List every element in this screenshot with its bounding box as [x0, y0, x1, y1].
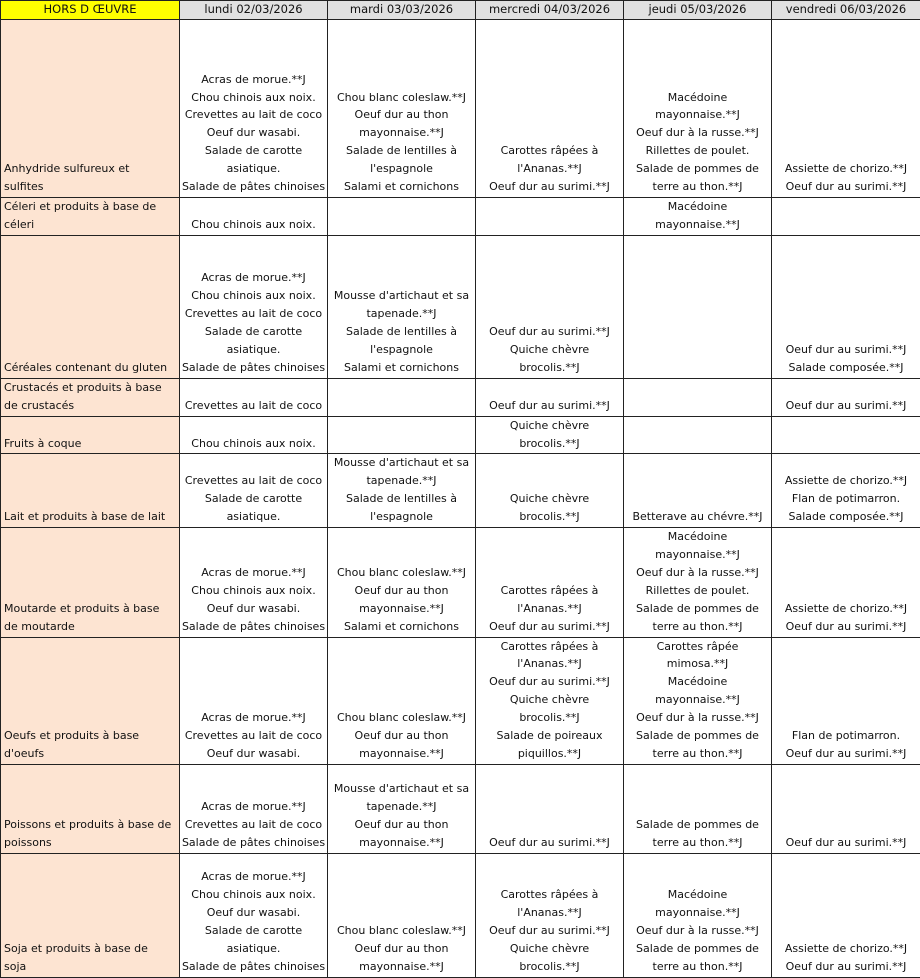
dish-line: Macédoine [625, 673, 770, 691]
dish-line: Oeuf dur au thon [329, 727, 474, 745]
dish-line: terre au thon.**J [625, 834, 770, 852]
dish-line: Crevettes au lait de coco [181, 472, 326, 490]
allergen-label [1, 454, 180, 528]
allergen-label [1, 637, 180, 764]
allergen-label [1, 20, 180, 198]
dish-line: Chou blanc coleslaw.**J [329, 564, 474, 582]
allergen-label-line: soja [4, 958, 178, 976]
dish-line: Chou blanc coleslaw.**J [329, 922, 474, 940]
menu-cell-thursday [624, 20, 772, 198]
dish-line: Betterave au chévre.**J [625, 508, 770, 526]
menu-cell-wednesday [476, 416, 624, 454]
dish-line: Carottes râpées à [477, 886, 622, 904]
menu-cell-wednesday [476, 853, 624, 977]
menu-cell-thursday [624, 378, 772, 416]
dish-line: Oeuf dur à la russe.**J [625, 124, 770, 142]
dish-line: Oeuf dur au surimi.**J [477, 323, 622, 341]
dish-line: Carottes râpées à [477, 582, 622, 600]
menu-cell-tuesday [328, 416, 476, 454]
dish-line: Oeuf dur au thon [329, 582, 474, 600]
dish-line: Mousse d'artichaut et sa [329, 287, 474, 305]
menu-cell-thursday [624, 416, 772, 454]
dish-line: Oeuf dur au surimi.**J [477, 922, 622, 940]
menu-cell-wednesday [476, 20, 624, 198]
dish-line: brocolis.**J [477, 359, 622, 377]
dish-line: mayonnaise.**J [329, 600, 474, 618]
dish-line: Salami et cornichons [329, 178, 474, 196]
menu-cell-monday [180, 853, 328, 977]
dish-line: Salade de carotte [181, 922, 326, 940]
dish-line: Mousse d'artichaut et sa [329, 454, 474, 472]
allergen-label-line: poissons [4, 834, 178, 852]
dish-line: mayonnaise.**J [625, 691, 770, 709]
allergen-label [1, 416, 180, 454]
menu-cell-thursday [624, 764, 772, 853]
dish-line: Salade de pommes de [625, 600, 770, 618]
menu-cell-monday [180, 235, 328, 378]
dish-line: Quiche chèvre [477, 417, 622, 435]
menu-cell-thursday [624, 528, 772, 637]
dish-line: mayonnaise.**J [625, 216, 770, 234]
menu-cell-tuesday [328, 454, 476, 528]
dish-line: Salade de pâtes chinoises [181, 618, 326, 636]
dish-line: Salade de lentilles à [329, 142, 474, 160]
dish-line: Acras de morue.**J [181, 868, 326, 886]
dish-line: Oeuf dur à la russe.**J [625, 922, 770, 940]
day-header-wednesday: mercredi 04/03/2026 [476, 1, 624, 20]
dish-line: Oeuf dur wasabi. [181, 745, 326, 763]
allergen-label-line: de moutarde [4, 618, 178, 636]
menu-cell-thursday [624, 235, 772, 378]
menu-cell-friday [772, 378, 920, 416]
dish-line: mayonnaise.**J [329, 834, 474, 852]
dish-line: Quiche chèvre [477, 940, 622, 958]
menu-cell-monday [180, 20, 328, 198]
dish-line: Flan de potimarron. [773, 490, 919, 508]
dish-line: asiatique. [181, 508, 326, 526]
dish-line: mayonnaise.**J [329, 745, 474, 763]
dish-line: Crevettes au lait de coco [181, 727, 326, 745]
dish-line: Salade de lentilles à [329, 323, 474, 341]
dish-line: Oeuf dur à la russe.**J [625, 564, 770, 582]
menu-cell-friday [772, 764, 920, 853]
dish-line: Salami et cornichons [329, 359, 474, 377]
dish-line: Salade composée.**J [773, 508, 919, 526]
dish-line: Carottes râpées à [477, 142, 622, 160]
dish-line: terre au thon.**J [625, 178, 770, 196]
menu-cell-monday [180, 378, 328, 416]
dish-line: tapenade.**J [329, 472, 474, 490]
dish-line: Oeuf dur au surimi.**J [773, 341, 919, 359]
dish-line: asiatique. [181, 160, 326, 178]
dish-line: Salade de pommes de [625, 160, 770, 178]
dish-line: brocolis.**J [477, 508, 622, 526]
dish-line: Oeuf dur à la russe.**J [625, 709, 770, 727]
allergen-label-line: Céleri et produits à base de [4, 198, 178, 216]
dish-line: piquillos.**J [477, 745, 622, 763]
dish-line: brocolis.**J [477, 435, 622, 453]
allergen-label [1, 378, 180, 416]
menu-cell-wednesday [476, 528, 624, 637]
dish-line: Chou chinois aux noix. [181, 886, 326, 904]
dish-line: tapenade.**J [329, 798, 474, 816]
dish-line: Salami et cornichons [329, 618, 474, 636]
dish-line: Salade de pommes de [625, 816, 770, 834]
menu-cell-wednesday [476, 454, 624, 528]
dish-line: Chou blanc coleslaw.**J [329, 89, 474, 107]
dish-line: Mousse d'artichaut et sa [329, 780, 474, 798]
dish-line: Acras de morue.**J [181, 71, 326, 89]
allergen-label [1, 853, 180, 977]
dish-line: Macédoine [625, 886, 770, 904]
dish-line: Salade de carotte [181, 490, 326, 508]
dish-line: tapenade.**J [329, 305, 474, 323]
dish-line: Chou blanc coleslaw.**J [329, 709, 474, 727]
menu-cell-tuesday [328, 853, 476, 977]
allergen-row [1, 20, 920, 198]
dish-line: Quiche chèvre [477, 490, 622, 508]
dish-line: Oeuf dur au surimi.**J [477, 673, 622, 691]
menu-cell-friday [772, 198, 920, 236]
menu-cell-monday [180, 416, 328, 454]
allergen-label-line: Céréales contenant du gluten [4, 359, 178, 377]
menu-cell-tuesday [328, 764, 476, 853]
menu-cell-tuesday [328, 235, 476, 378]
dish-line: Salade de pommes de [625, 940, 770, 958]
menu-cell-friday [772, 528, 920, 637]
dish-line: Crevettes au lait de coco [181, 816, 326, 834]
dish-line: l'espagnole [329, 508, 474, 526]
dish-line: Salade de carotte [181, 142, 326, 160]
dish-line: Crevettes au lait de coco [181, 397, 326, 415]
menu-cell-monday [180, 637, 328, 764]
dish-line: Oeuf dur au surimi.**J [773, 397, 919, 415]
dish-line: l'espagnole [329, 160, 474, 178]
menu-cell-monday [180, 454, 328, 528]
allergen-row [1, 378, 920, 416]
day-header-monday: lundi 02/03/2026 [180, 1, 328, 20]
menu-cell-friday [772, 853, 920, 977]
dish-line: Oeuf dur wasabi. [181, 600, 326, 618]
dish-line: Oeuf dur au thon [329, 106, 474, 124]
allergen-row [1, 454, 920, 528]
menu-cell-tuesday [328, 198, 476, 236]
corner-header: HORS D ŒUVRE [1, 1, 180, 20]
dish-line: brocolis.**J [477, 958, 622, 976]
allergen-label-line: Oeufs et produits à base [4, 727, 178, 745]
dish-line: Macédoine [625, 528, 770, 546]
allergen-label-line: Lait et produits à base de lait [4, 508, 178, 526]
dish-line: brocolis.**J [477, 709, 622, 727]
dish-line: Acras de morue.**J [181, 564, 326, 582]
dish-line: Assiette de chorizo.**J [773, 160, 919, 178]
menu-cell-wednesday [476, 637, 624, 764]
dish-line: Assiette de chorizo.**J [773, 472, 919, 490]
dish-line: l'Ananas.**J [477, 655, 622, 673]
menu-cell-wednesday [476, 198, 624, 236]
dish-line: Oeuf dur au surimi.**J [477, 178, 622, 196]
dish-line: Oeuf dur au thon [329, 940, 474, 958]
dish-line: Carottes râpées à [477, 638, 622, 656]
dish-line: Salade composée.**J [773, 359, 919, 377]
allergen-label-line: Moutarde et produits à base [4, 600, 178, 618]
allergen-label-line: Poissons et produits à base de [4, 816, 178, 834]
dish-line: Assiette de chorizo.**J [773, 600, 919, 618]
menu-cell-friday [772, 20, 920, 198]
allergen-label [1, 764, 180, 853]
dish-line: Rillettes de poulet. [625, 582, 770, 600]
allergen-label-line: Soja et produits à base de [4, 940, 178, 958]
menu-cell-thursday [624, 853, 772, 977]
dish-line: Oeuf dur au surimi.**J [773, 745, 919, 763]
allergen-label-line: céleri [4, 216, 178, 234]
allergen-row [1, 198, 920, 236]
allergen-label-line: Fruits à coque [4, 435, 178, 453]
day-header-tuesday: mardi 03/03/2026 [328, 1, 476, 20]
dish-line: Oeuf dur au surimi.**J [773, 834, 919, 852]
dish-line: terre au thon.**J [625, 745, 770, 763]
dish-line: Chou chinois aux noix. [181, 435, 326, 453]
dish-line: mayonnaise.**J [329, 958, 474, 976]
dish-line: Oeuf dur wasabi. [181, 124, 326, 142]
dish-line: Oeuf dur au surimi.**J [477, 834, 622, 852]
dish-line: Salade de pâtes chinoises [181, 958, 326, 976]
allergen-label [1, 198, 180, 236]
dish-line: Quiche chèvre [477, 691, 622, 709]
dish-line: Salade de pâtes chinoises [181, 834, 326, 852]
dish-line: Oeuf dur au surimi.**J [773, 178, 919, 196]
dish-line: asiatique. [181, 341, 326, 359]
allergen-row [1, 235, 920, 378]
menu-cell-tuesday [328, 637, 476, 764]
dish-line: terre au thon.**J [625, 618, 770, 636]
dish-line: terre au thon.**J [625, 958, 770, 976]
allergen-label-line: Anhydride sulfureux et [4, 160, 178, 178]
dish-line: Acras de morue.**J [181, 269, 326, 287]
dish-line: Oeuf dur wasabi. [181, 904, 326, 922]
dish-line: Acras de morue.**J [181, 798, 326, 816]
dish-line: mayonnaise.**J [625, 546, 770, 564]
allergen-label-line: sulfites [4, 178, 178, 196]
menu-cell-tuesday [328, 378, 476, 416]
dish-line: Crevettes au lait de coco [181, 106, 326, 124]
dish-line: Salade de lentilles à [329, 490, 474, 508]
dish-line: Quiche chèvre [477, 341, 622, 359]
dish-line: Chou chinois aux noix. [181, 287, 326, 305]
dish-line: asiatique. [181, 940, 326, 958]
dish-line: Chou chinois aux noix. [181, 89, 326, 107]
menu-cell-friday [772, 235, 920, 378]
menu-cell-friday [772, 454, 920, 528]
dish-line: mayonnaise.**J [625, 904, 770, 922]
menu-cell-friday [772, 637, 920, 764]
dish-line: Oeuf dur au thon [329, 816, 474, 834]
dish-line: Rillettes de poulet. [625, 142, 770, 160]
dish-line: l'Ananas.**J [477, 600, 622, 618]
dish-line: Oeuf dur au surimi.**J [477, 397, 622, 415]
menu-cell-monday [180, 528, 328, 637]
dish-line: Macédoine [625, 198, 770, 216]
dish-line: Salade de pâtes chinoises [181, 359, 326, 377]
allergen-row [1, 764, 920, 853]
allergen-label [1, 528, 180, 637]
dish-line: Carottes râpée [625, 638, 770, 656]
dish-line: Macédoine [625, 89, 770, 107]
allergen-row [1, 528, 920, 637]
menu-cell-friday [772, 416, 920, 454]
dish-line: Salade de pommes de [625, 727, 770, 745]
dish-line: Salade de pâtes chinoises [181, 178, 326, 196]
menu-cell-wednesday [476, 235, 624, 378]
allergen-label [1, 235, 180, 378]
dish-line: mayonnaise.**J [329, 124, 474, 142]
allergen-label-line: Crustacés et produits à base [4, 379, 178, 397]
allergen-row [1, 416, 920, 454]
dish-line: l'espagnole [329, 341, 474, 359]
menu-cell-thursday [624, 198, 772, 236]
dish-line: Chou chinois aux noix. [181, 216, 326, 234]
header-row [1, 1, 920, 20]
dish-line: Salade de poireaux [477, 727, 622, 745]
menu-cell-wednesday [476, 378, 624, 416]
dish-line: Oeuf dur au surimi.**J [477, 618, 622, 636]
day-header-thursday: jeudi 05/03/2026 [624, 1, 772, 20]
dish-line: Crevettes au lait de coco [181, 305, 326, 323]
menu-cell-tuesday [328, 528, 476, 637]
menu-cell-monday [180, 198, 328, 236]
allergen-row [1, 637, 920, 764]
menu-cell-tuesday [328, 20, 476, 198]
menu-cell-thursday [624, 454, 772, 528]
day-header-friday: vendredi 06/03/2026 [772, 1, 920, 20]
dish-line: l'Ananas.**J [477, 904, 622, 922]
dish-line: Oeuf dur au surimi.**J [773, 958, 919, 976]
dish-line: Chou chinois aux noix. [181, 582, 326, 600]
dish-line: Assiette de chorizo.**J [773, 940, 919, 958]
menu-cell-wednesday [476, 764, 624, 853]
allergen-label-line: d'oeufs [4, 745, 178, 763]
allergen-label-line: de crustacés [4, 397, 178, 415]
menu-cell-monday [180, 764, 328, 853]
dish-line: Oeuf dur au surimi.**J [773, 618, 919, 636]
dish-line: mimosa.**J [625, 655, 770, 673]
allergen-row [1, 853, 920, 977]
dish-line: Flan de potimarron. [773, 727, 919, 745]
dish-line: Salade de carotte [181, 323, 326, 341]
menu-cell-thursday [624, 637, 772, 764]
dish-line: Acras de morue.**J [181, 709, 326, 727]
dish-line: l'Ananas.**J [477, 160, 622, 178]
menu-body [1, 20, 920, 978]
dish-line: mayonnaise.**J [625, 106, 770, 124]
